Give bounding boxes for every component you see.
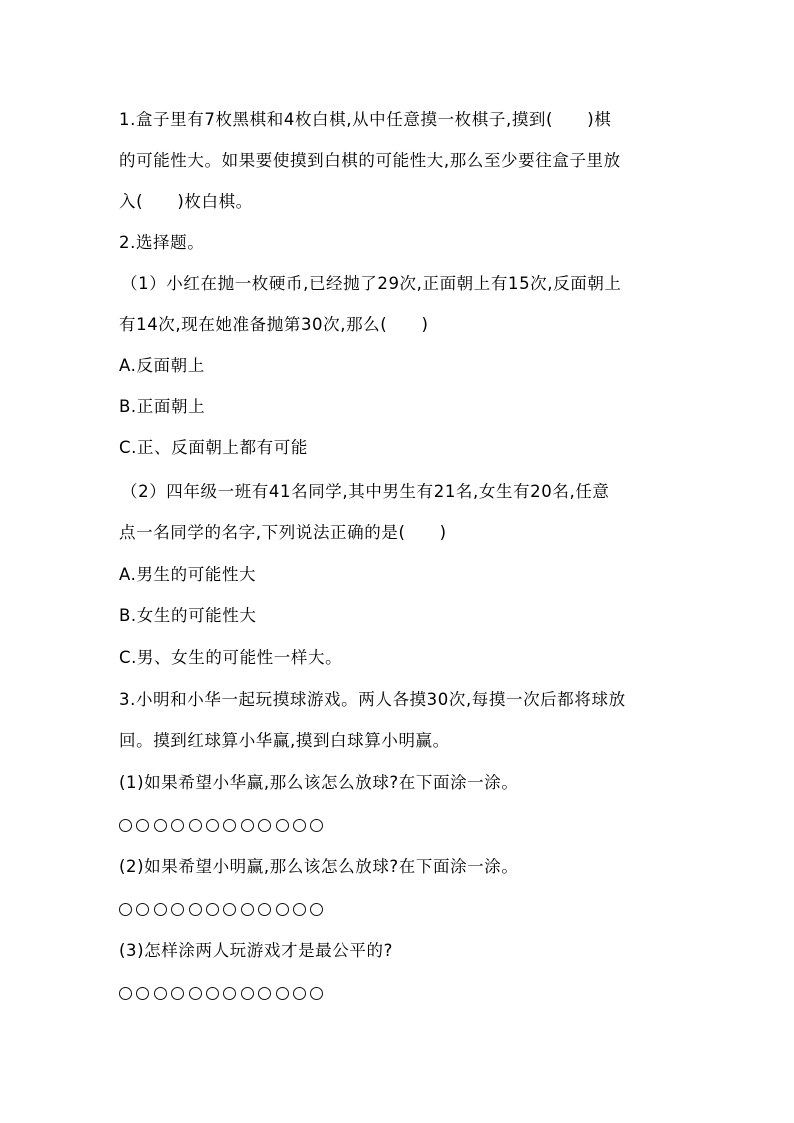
ball-circle[interactable] — [189, 819, 202, 832]
q1-line-3: 入( )枚白棋。 — [119, 192, 253, 211]
ball-circle[interactable] — [258, 903, 271, 916]
ball-circle[interactable] — [223, 819, 236, 832]
ball-circle[interactable] — [189, 987, 202, 1000]
ball-circle[interactable] — [293, 903, 306, 916]
ball-circle[interactable] — [223, 903, 236, 916]
ball-circle[interactable] — [119, 987, 132, 1000]
ball-circle[interactable] — [223, 987, 236, 1000]
ball-circle[interactable] — [258, 987, 271, 1000]
ball-circle[interactable] — [310, 903, 323, 916]
ball-circle[interactable] — [206, 819, 219, 832]
ball-circle[interactable] — [206, 987, 219, 1000]
circle-row-2 — [119, 895, 328, 923]
q1-line-2: 的可能性大。如果要使摸到白棋的可能性大,那么至少要往盒子里放 — [119, 151, 621, 170]
ball-circle[interactable] — [154, 819, 167, 832]
q2-part1-option-c: C.正、反面朝上都有可能 — [119, 438, 308, 457]
q2-part1-line-2: 有14次,现在她准备抛第30次,那么( ) — [119, 315, 429, 334]
ball-circle[interactable] — [276, 903, 289, 916]
q3-line-1: 3.小明和小华一起玩摸球游戏。两人各摸30次,每摸一次后都将球放 — [119, 690, 626, 709]
q2-title: 2.选择题。 — [119, 233, 205, 252]
ball-circle[interactable] — [171, 903, 184, 916]
ball-circle[interactable] — [136, 819, 149, 832]
ball-circle[interactable] — [241, 903, 254, 916]
circle-row-1 — [119, 811, 328, 839]
ball-circle[interactable] — [293, 987, 306, 1000]
ball-circle[interactable] — [293, 819, 306, 832]
q3-line-2: 回。摸到红球算小华赢,摸到白球算小明赢。 — [119, 731, 450, 750]
ball-circle[interactable] — [154, 903, 167, 916]
q2-part2-option-a: A.男生的可能性大 — [119, 565, 257, 584]
q2-part1-option-a: A.反面朝上 — [119, 356, 205, 375]
ball-circle[interactable] — [189, 903, 202, 916]
q3-sub-3: (3)怎样涂两人玩游戏才是最公平的? — [119, 941, 393, 960]
q2-part1-option-b: B.正面朝上 — [119, 397, 206, 416]
q2-part2-option-c: C.男、女生的可能性一样大。 — [119, 648, 343, 667]
ball-circle[interactable] — [136, 987, 149, 1000]
q2-part2-line-1: （2）四年级一班有41名同学,其中男生有21名,女生有20名,任意 — [121, 482, 610, 501]
q3-sub-2: (2)如果希望小明赢,那么该怎么放球?在下面涂一涂。 — [119, 857, 519, 876]
ball-circle[interactable] — [171, 987, 184, 1000]
ball-circle[interactable] — [241, 987, 254, 1000]
ball-circle[interactable] — [136, 903, 149, 916]
q2-part2-line-2: 点一名同学的名字,下列说法正确的是( ) — [119, 523, 447, 542]
ball-circle[interactable] — [276, 819, 289, 832]
ball-circle[interactable] — [241, 819, 254, 832]
ball-circle[interactable] — [154, 987, 167, 1000]
q2-part2-option-b: B.女生的可能性大 — [119, 606, 257, 625]
ball-circle[interactable] — [171, 819, 184, 832]
ball-circle[interactable] — [310, 819, 323, 832]
ball-circle[interactable] — [310, 987, 323, 1000]
ball-circle[interactable] — [258, 819, 271, 832]
q3-sub-1: (1)如果希望小华赢,那么该怎么放球?在下面涂一涂。 — [119, 773, 519, 792]
q1-line-1: 1.盒子里有7枚黑棋和4枚白棋,从中任意摸一枚棋子,摸到( )棋 — [119, 110, 612, 129]
q2-part1-line-1: （1）小红在抛一枚硬币,已经抛了29次,正面朝上有15次,反面朝上 — [121, 274, 622, 293]
circle-row-3 — [119, 979, 328, 1007]
ball-circle[interactable] — [206, 903, 219, 916]
ball-circle[interactable] — [276, 987, 289, 1000]
ball-circle[interactable] — [119, 903, 132, 916]
ball-circle[interactable] — [119, 819, 132, 832]
